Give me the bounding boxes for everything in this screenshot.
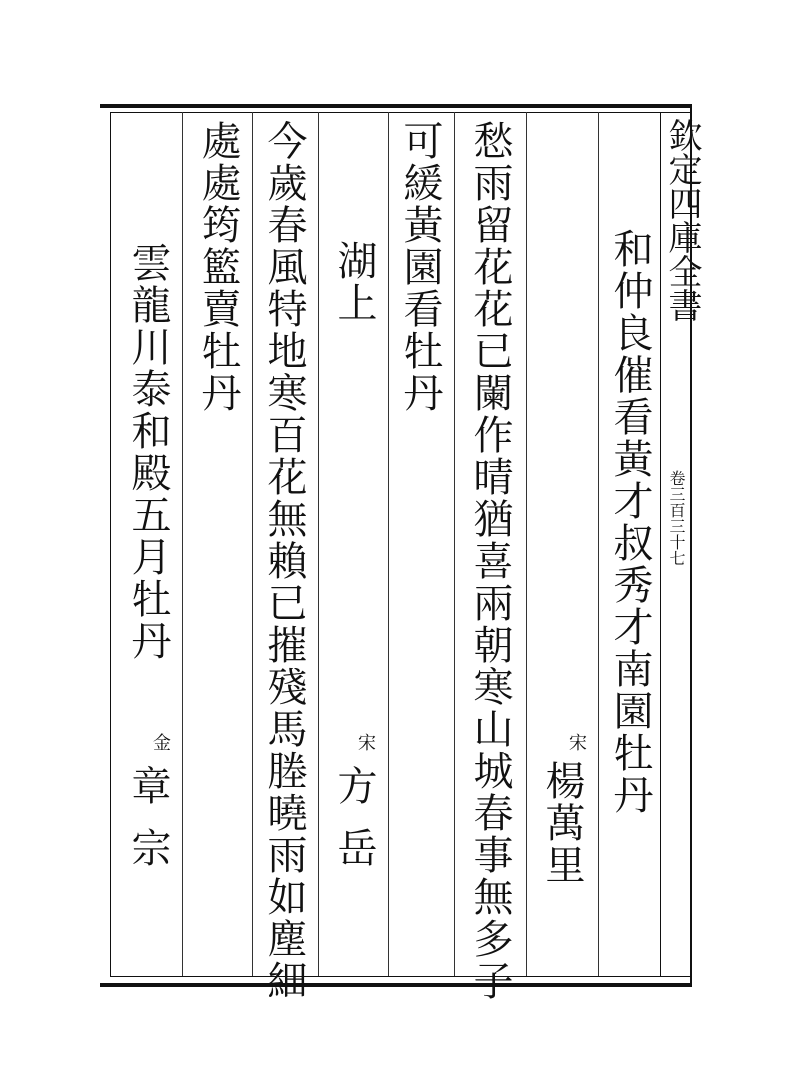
dynasty-label: 宋	[566, 733, 587, 753]
author-name: 章宗	[125, 765, 171, 889]
margin-volume-ref: 卷三百三十七	[667, 470, 686, 566]
poem-line: 今歲春風特地寒百花無賴已摧殘馬塍曉雨如塵細	[261, 120, 307, 1002]
bottom-border	[100, 983, 690, 987]
poem-line: 處處筠籃賣牡丹	[195, 120, 241, 414]
column-divider	[252, 112, 253, 976]
poem-title: 湖上	[331, 240, 377, 324]
poem-line: 可緩黃園看牡丹	[397, 120, 443, 414]
dynasty-label: 宋	[355, 733, 376, 753]
bottom-inner-border	[110, 976, 690, 977]
column-divider	[454, 112, 455, 976]
column-divider	[388, 112, 389, 976]
top-border	[100, 104, 690, 108]
left-border	[110, 112, 111, 976]
author-name: 方岳	[331, 765, 377, 889]
top-inner-border	[110, 112, 690, 113]
column-divider	[182, 112, 183, 976]
author-name: 楊萬里	[539, 760, 585, 886]
poem-title: 雲龍川泰和殿五月牡丹	[125, 242, 171, 662]
column-divider	[526, 112, 527, 976]
column-divider	[598, 112, 599, 976]
poem-title: 和仲良催看黃才叔秀才南園牡丹	[607, 228, 653, 816]
poem-line: 愁雨留花花已闌作晴猶喜兩朝寒山城春事無多子	[467, 120, 513, 1002]
margin-book-title: 欽定四庫全書	[662, 118, 702, 322]
dynasty-label: 金	[150, 733, 171, 753]
column-divider	[318, 112, 319, 976]
margin-divider	[660, 112, 661, 976]
